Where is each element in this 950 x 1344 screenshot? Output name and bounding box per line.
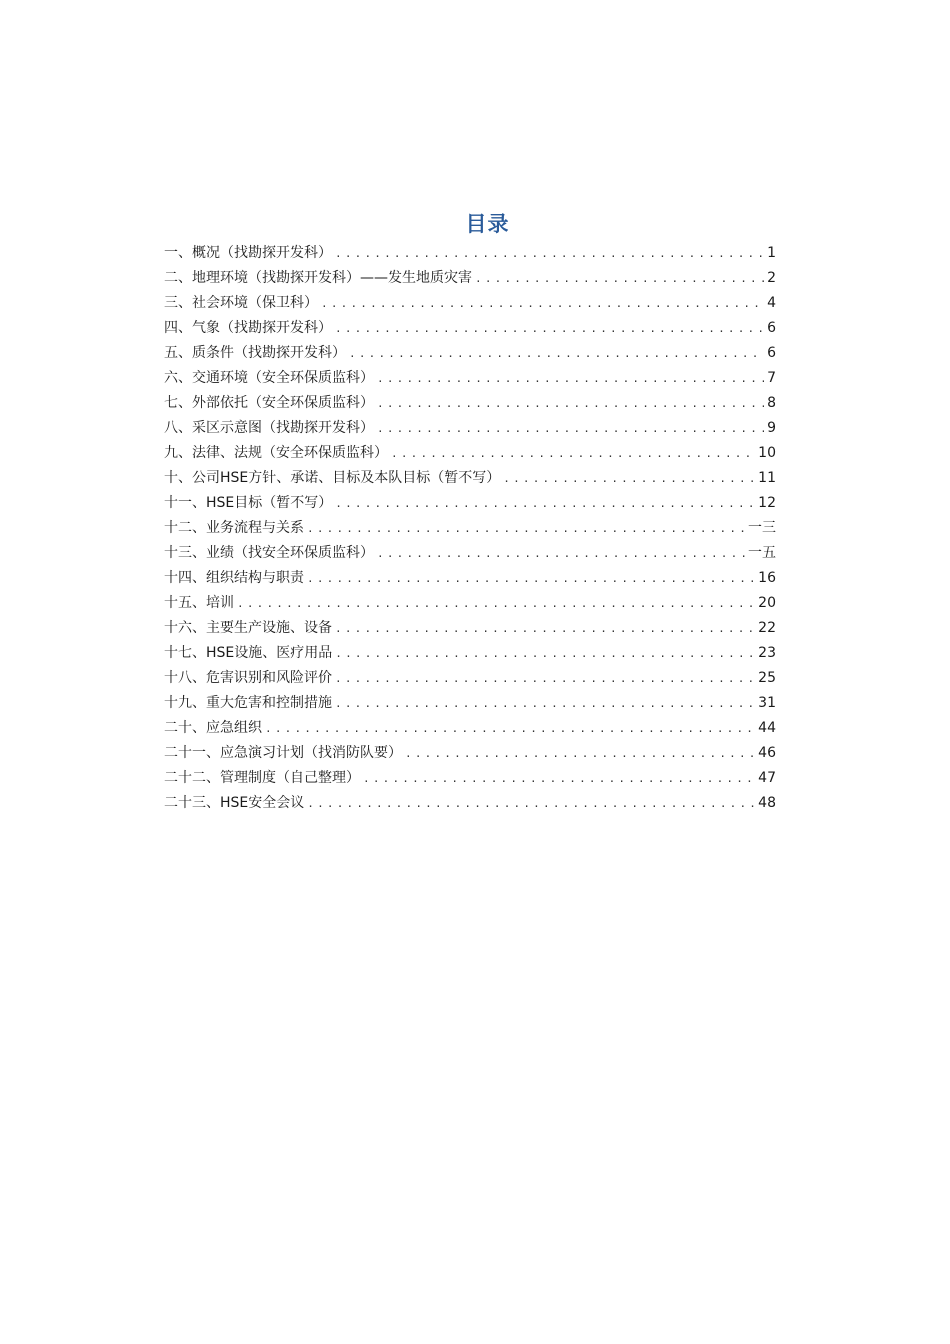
toc-entry[interactable] [164, 316, 776, 341]
toc-page-number: 44 [758, 720, 776, 736]
toc-entry-title: 二十三、HSE安全会议 [164, 795, 305, 811]
toc-entry[interactable] [164, 341, 776, 366]
toc-entry-title: 十六、主要生产设施、设备 [164, 620, 332, 636]
toc-page-number: 11 [758, 470, 776, 486]
toc-page-number: 10 [758, 445, 776, 461]
dot-leader [335, 666, 755, 691]
toc-page-number: 46 [758, 745, 776, 761]
toc-page-number: 6 [767, 345, 776, 361]
toc-entry[interactable] [164, 266, 776, 291]
toc-entry[interactable] [164, 666, 776, 691]
toc-entry[interactable] [164, 491, 776, 516]
dot-leader [503, 466, 755, 491]
toc-entry[interactable] [164, 391, 776, 416]
toc-entry-title: 三、社会环境（保卫科） [164, 295, 318, 311]
toc-page-number: 6 [767, 320, 776, 336]
toc-page-number: 4 [767, 295, 776, 311]
toc-entry-title: 十五、培训 [164, 595, 234, 611]
dot-leader [335, 316, 764, 341]
dot-leader [391, 441, 755, 466]
toc-entry-title: 二十一、应急演习计划（找消防队要） [164, 745, 402, 761]
toc-page-number: 一五 [748, 545, 776, 561]
toc-entry-title: 十二、业务流程与关系 [164, 520, 304, 536]
toc-entry-title: 七、外部依托（安全环保质监科） [164, 395, 374, 411]
toc-entry[interactable] [164, 691, 776, 716]
toc-page-number: 23 [758, 645, 776, 661]
toc-entry-title: 四、气象（找勘探开发科） [164, 320, 332, 336]
dot-leader [377, 391, 764, 416]
dot-leader [335, 691, 755, 716]
dot-leader [265, 716, 755, 741]
toc-entry[interactable] [164, 441, 776, 466]
toc-page-number: 31 [758, 695, 776, 711]
toc-entry[interactable] [164, 291, 776, 316]
dot-leader [307, 516, 745, 541]
toc-entry[interactable] [164, 466, 776, 491]
toc-page-number: 16 [758, 570, 776, 586]
toc-entry[interactable] [164, 741, 776, 766]
toc-page-number: 7 [767, 370, 776, 386]
dot-leader [321, 291, 764, 316]
toc-page-number: 25 [758, 670, 776, 686]
toc-entry-title: 十三、业绩（找安全环保质监科） [164, 545, 374, 561]
dot-leader [237, 591, 755, 616]
dot-leader [349, 341, 764, 366]
toc-entry[interactable] [164, 541, 776, 566]
toc-page-number: 47 [758, 770, 776, 786]
toc-entry-title: 二十二、管理制度（自己整理） [164, 770, 360, 786]
toc-entry[interactable] [164, 616, 776, 641]
dot-leader [335, 241, 764, 266]
toc-heading: 目录 [465, 212, 510, 236]
dot-leader [363, 766, 755, 791]
toc-page-number: 20 [758, 595, 776, 611]
toc-entry[interactable] [164, 641, 776, 666]
toc-entry[interactable] [164, 516, 776, 541]
dot-leader [307, 566, 755, 591]
toc-entry[interactable] [164, 591, 776, 616]
dot-leader [377, 541, 745, 566]
toc-entry-title: 二十、应急组织 [164, 720, 262, 736]
toc-entry-title: 十八、危害识别和风险评价 [164, 670, 332, 686]
toc-page-number: 48 [758, 795, 776, 811]
toc-entry-title: 九、法律、法规（安全环保质监科） [164, 445, 388, 461]
toc-entry-title: 十一、HSE目标（暂不写） [164, 495, 333, 511]
dot-leader [377, 416, 764, 441]
toc-entry-title: 十九、重大危害和控制措施 [164, 695, 332, 711]
dot-leader [335, 616, 755, 641]
toc-list [164, 241, 776, 816]
toc-entry[interactable] [164, 566, 776, 591]
dot-leader [335, 641, 755, 666]
toc-entry-title: 二、地理环境（找勘探开发科）——发生地质灾害 [164, 270, 472, 286]
toc-entry-title: 五、质条件（找勘探开发科） [164, 345, 346, 361]
toc-entry[interactable] [164, 766, 776, 791]
toc-page-number: 2 [767, 270, 776, 286]
dot-leader [405, 741, 755, 766]
toc-page-number: 一三 [748, 520, 776, 536]
toc-page-number: 8 [767, 395, 776, 411]
dot-leader [377, 366, 764, 391]
toc-entry-title: 十、公司HSE方针、承诺、目标及本队目标（暂不写） [164, 470, 501, 486]
toc-page-number: 1 [767, 245, 776, 261]
toc-entry[interactable] [164, 791, 776, 816]
toc-entry-title: 十四、组织结构与职责 [164, 570, 304, 586]
dot-leader [307, 791, 755, 816]
toc-entry-title: 八、采区示意图（找勘探开发科） [164, 420, 374, 436]
toc-entry[interactable] [164, 241, 776, 266]
toc-entry-title: 六、交通环境（安全环保质监科） [164, 370, 374, 386]
toc-entry[interactable] [164, 716, 776, 741]
toc-entry-title: 十七、HSE设施、医疗用品 [164, 645, 333, 661]
toc-entry[interactable] [164, 416, 776, 441]
toc-page-number: 9 [767, 420, 776, 436]
dot-leader [475, 266, 764, 291]
toc-entry-title: 一、概况（找勘探开发科） [164, 245, 332, 261]
toc-entry[interactable] [164, 366, 776, 391]
toc-page-number: 22 [758, 620, 776, 636]
dot-leader [335, 491, 755, 516]
toc-page-number: 12 [758, 495, 776, 511]
